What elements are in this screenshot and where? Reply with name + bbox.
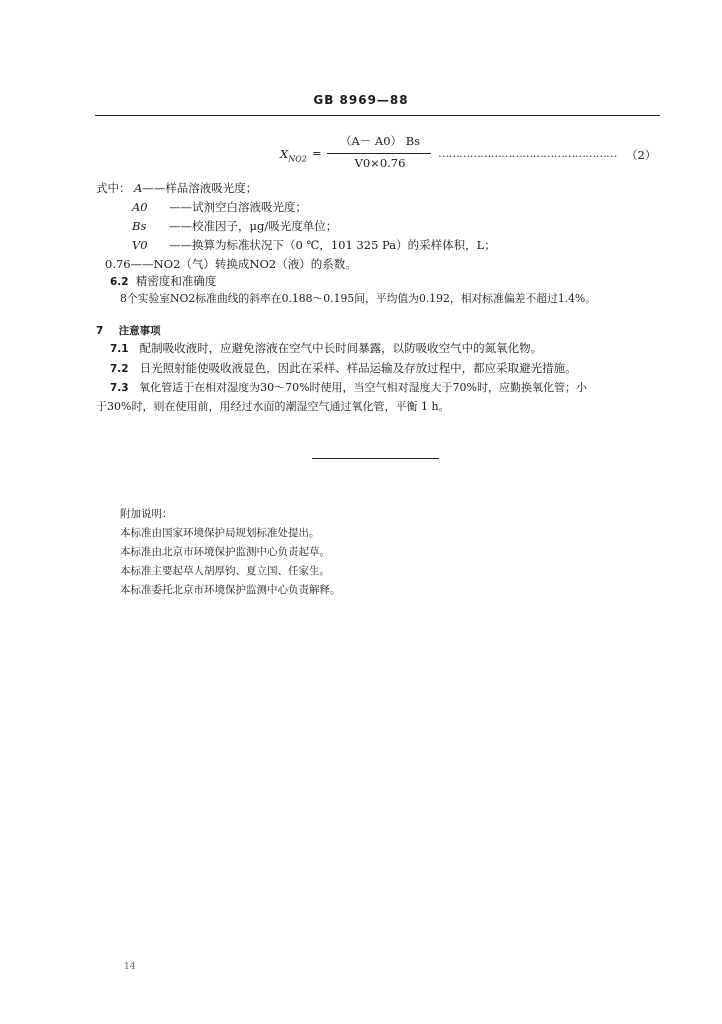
definitions-intro: 式中：: [96, 181, 131, 195]
formula-equals: =: [312, 146, 322, 160]
section-7-2: 7.2 日光照射能使吸收液显色，因此在采样、样品运输及存放过程中，都应采取避光措施。: [110, 361, 577, 375]
definition-row: Bs ——校准因子，μg/吸光度单位；: [132, 219, 338, 233]
section-6-2-heading: 6.2 精密度和准确度: [110, 274, 217, 288]
formula-number: （2）: [626, 148, 657, 162]
definition-row: A0 ——试剂空白溶液吸光度；: [132, 200, 307, 214]
page-number: 14: [124, 962, 136, 972]
definition-row: V0 ——换算为标准状况下（0 ℃，101 325 Pa）的采样体积，L；: [132, 238, 496, 252]
definition-row: A——样品溶液吸光度；: [134, 181, 258, 195]
section-6-2-body: 8个实验室NO2标准曲线的斜率在0.188～0.195间，平均值为0.192，相对标准偏差不超过1.4%。: [120, 292, 597, 305]
note-line: 本标准委托北京市环境保护监测中心负责解释。: [120, 584, 341, 596]
note-line: 本标准主要起草人胡厚钧、夏立国、任家生。: [120, 565, 330, 577]
header-rule: [95, 115, 660, 116]
standard-number: GB 8969—88: [313, 93, 409, 107]
note-line: 本标准由国家环境保护局规划标准处提出。: [120, 527, 320, 539]
fraction-bar: [327, 153, 431, 154]
section-7-heading: 7 注意事项: [96, 325, 161, 337]
section-separator: [312, 458, 439, 459]
note-line: 本标准由北京市环境保护监测中心负责起草。: [120, 546, 330, 558]
section-7-3: 7.3 氧化管适于在相对湿度为30～70%时使用，当空气相对湿度大于70%时，应勤换氧化管；小: [110, 381, 588, 394]
section-7-1: 7.1 配制吸收液时，应避免溶液在空气中长时间暴露，以防吸收空气中的氮氧化物。: [110, 341, 543, 355]
formula-lhs: $X_{NO2}$: [280, 147, 307, 164]
formula-leader-dots: ……………………………………………: [438, 146, 617, 160]
notes-heading: 附加说明：: [120, 508, 173, 520]
formula-denominator: V0×0.76: [354, 156, 406, 170]
formula-numerator: （A－ A0） Bs: [339, 134, 421, 148]
definition-row: 0.76——NO2（气）转换成NO2（液）的系数。: [105, 257, 357, 271]
section-7-3-continued: 于30%时，则在使用前，用经过水面的潮湿空气通过氧化管，平衡 1 h。: [96, 400, 450, 413]
